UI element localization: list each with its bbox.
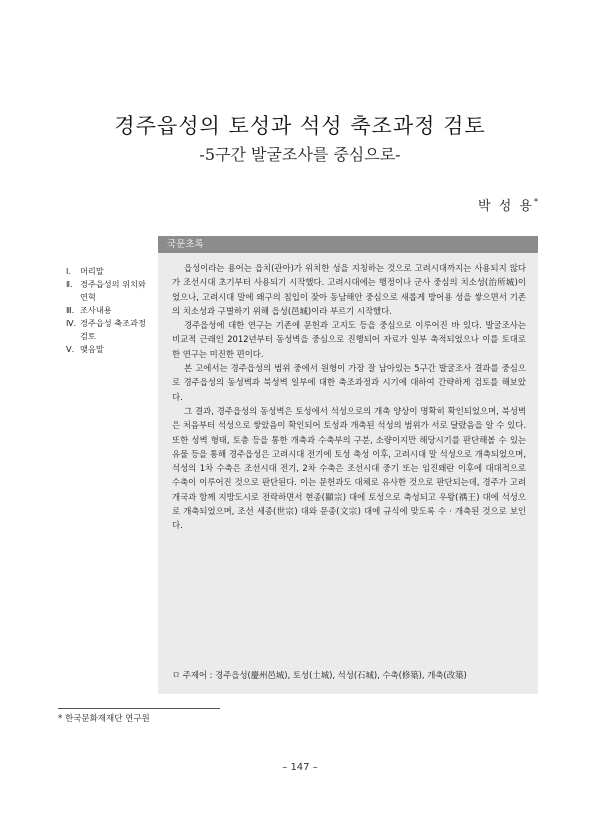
paper-title: 경주읍성의 토성과 석성 축조과정 검토: [114, 114, 486, 138]
abstract-paragraph: 경주읍성에 대한 연구는 기존에 문헌과 고지도 등을 중심으로 이루어진 바 있다. 발굴조사는 비교적 근래인 2012년부터 동성벽을 중심으로 진행되어 자료가 일부 축적되었으나 이를 토대로 한 연구는 미진한 편이다.: [172, 320, 526, 359]
paper-subtitle: -5구간 발굴조사를 중심으로-: [199, 145, 401, 164]
toc-item: [66, 317, 162, 330]
abstract-paragraph: 본 고에서는 경주읍성의 범위 중에서 원형이 가장 잘 남아있는 5구간 발굴조사 결과를 중심으로 경주읍성의 동성벽과 북성벽 일부에 대한 축조과정과 시기에 대하여 간략하게 검토를 해보았다.: [172, 363, 526, 402]
abstract-body: [172, 261, 526, 533]
toc-item-number: Ⅴ.: [66, 344, 75, 354]
toc-item-number: Ⅳ.: [66, 318, 77, 328]
toc-item-label: 경주읍성 축조과정: [80, 318, 146, 328]
table-of-contents: [66, 265, 162, 356]
toc-item: [66, 278, 162, 291]
toc-item-label: 맺음말: [80, 344, 104, 354]
abstract-panel: [158, 236, 538, 694]
toc-item-label-continued: 검토: [80, 331, 96, 341]
abstract-paragraph: 읍성이라는 용어는 읍치(관아)가 위치한 성을 지칭하는 것으로 고려시대까지는 사용되지 않다가 조선시대 초기부터 사용되기 시작했다. 고려시대에는 행정이나 군사 중심의 치소성(治所城)이었으나, 고려시대 말에 왜구의 침입이 잦아 동남해안 중심으로 새롭게 방어용 성을 쌓으면서 기존의 치소성과 구별하기 위해 읍성(邑城)이라 부르기 시작했다.: [172, 263, 526, 316]
keywords-line: ㅁ 주제어 : 경주읍성(慶州邑城), 토성(土城), 석성(石城), 수축(修築), 개축(改築): [172, 670, 467, 680]
author-affiliation-footnote: * 한국문화재재단 연구원: [58, 714, 150, 724]
toc-item: [66, 343, 162, 356]
toc-item-label-continued: 연혁: [80, 292, 96, 302]
toc-item-number: Ⅱ.: [66, 279, 73, 289]
toc-item-number: Ⅲ.: [66, 305, 75, 315]
author-footnote-mark: *: [534, 197, 538, 207]
author-byline: [0, 195, 538, 214]
author-name: 박 성 용: [478, 199, 534, 214]
abstract-heading: 국문초록: [158, 236, 538, 253]
toc-item-label: 조사내용: [80, 305, 112, 315]
toc-item: [66, 265, 162, 278]
toc-item-number: Ⅰ.: [66, 266, 72, 276]
footnote-divider: [58, 708, 220, 709]
toc-item: [66, 304, 162, 317]
abstract-paragraph: 그 결과, 경주읍성의 동성벽은 토성에서 석성으로의 개축 양상이 명확히 확인되었으며, 북성벽은 처음부터 석성으로 쌓았음이 확인되어 토성과 개축된 석성의 범위가 서로 달랐음을 알 수 있다. 또한 성벽 형태, 토층 등을 통한 개축과 수축부의 구분, 소량이지만 해당시기를 판단해볼 수 있는 유물 등을 통해 경주읍성은 고려시대 전기에 토성 축성 이후, 고려시대 말 석성으로 개축되었으며, 석성의 1차 수축은 조선시대 전기, 2차 수축은 조선시대 중기 또는 임진왜란 이후에 대대적으로 수축이 이루어진 것으로 판단된다. 이는 문헌과도 대체로 유사한 것으로 판단되는데, 경주가 고려 개국과 함께 지방도시로 전락하면서 현종(顯宗) 대에 토성으로 축성되고 우왕(禑王) 대에 석성으로 개축되었으며, 조선 세종(世宗) 대와 문종(文宗) 대에 규식에 맞도록 수 · 개축된 것으로 보인다.: [172, 405, 526, 531]
toc-item-label: 머리말: [80, 266, 104, 276]
page-number: – 147 –: [282, 762, 318, 773]
toc-item-label: 경주읍성의 위치와: [80, 279, 146, 289]
